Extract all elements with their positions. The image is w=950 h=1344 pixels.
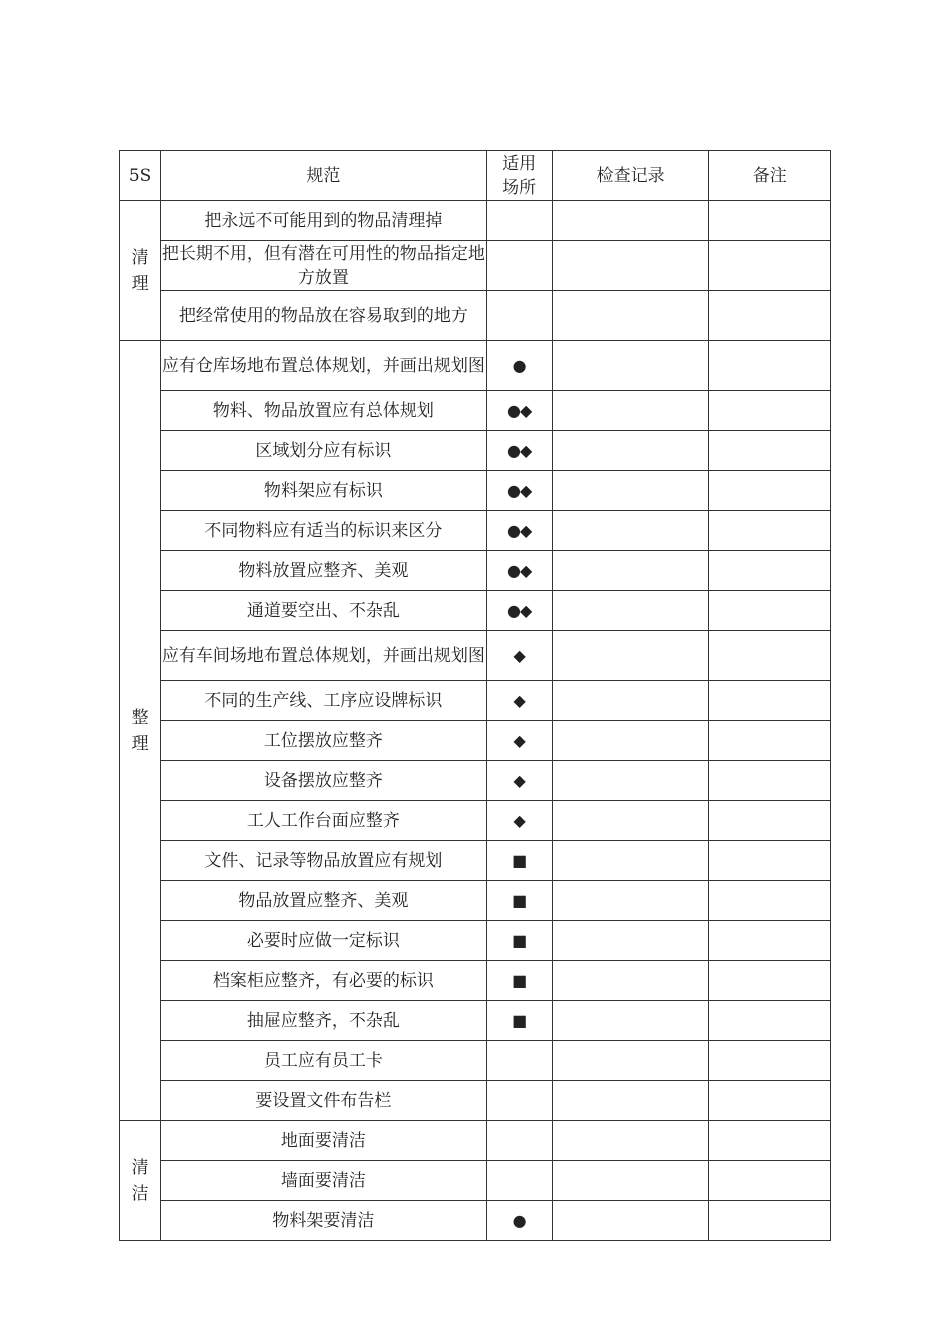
rule-cell: 把长期不用，但有潜在可用性的物品指定地方放置 <box>161 241 486 291</box>
table-row <box>120 1081 831 1121</box>
note-cell[interactable] <box>709 201 831 241</box>
record-cell[interactable] <box>552 1121 709 1161</box>
note-cell[interactable] <box>709 1161 831 1201</box>
rule-cell: 把经常使用的物品放在容易取到的地方 <box>161 291 486 341</box>
place-marker: ◆ <box>486 681 552 721</box>
note-cell[interactable] <box>709 721 831 761</box>
note-cell[interactable] <box>709 1201 831 1241</box>
place-marker: ● <box>486 1201 552 1241</box>
table-row <box>120 291 831 341</box>
table-row <box>120 841 831 881</box>
record-cell[interactable] <box>552 881 709 921</box>
place-marker <box>486 241 552 291</box>
table-row <box>120 471 831 511</box>
table-row <box>120 801 831 841</box>
place-marker: ■ <box>486 921 552 961</box>
table-row <box>120 551 831 591</box>
table-row <box>120 1001 831 1041</box>
rule-cell: 必要时应做一定标识 <box>161 921 486 961</box>
rule-cell: 物品放置应整齐、美观 <box>161 881 486 921</box>
place-marker <box>486 201 552 241</box>
table-row <box>120 341 831 391</box>
note-cell[interactable] <box>709 1081 831 1121</box>
record-cell[interactable] <box>552 1041 709 1081</box>
record-cell[interactable] <box>552 801 709 841</box>
place-marker: ◆ <box>486 761 552 801</box>
rule-cell: 把永远不可能用到的物品清理掉 <box>161 201 486 241</box>
place-marker: ●◆ <box>486 471 552 511</box>
rule-cell: 应有车间场地布置总体规划，并画出规划图 <box>161 631 486 681</box>
table-row <box>120 681 831 721</box>
place-marker <box>486 291 552 341</box>
table-row <box>120 241 831 291</box>
rule-cell: 通道要空出、不杂乱 <box>161 591 486 631</box>
rule-cell: 设备摆放应整齐 <box>161 761 486 801</box>
table-row <box>120 721 831 761</box>
record-cell[interactable] <box>552 631 709 681</box>
record-cell[interactable] <box>552 961 709 1001</box>
rule-cell: 墙面要清洁 <box>161 1161 486 1201</box>
note-cell[interactable] <box>709 341 831 391</box>
rule-cell: 物料架应有标识 <box>161 471 486 511</box>
record-cell[interactable] <box>552 201 709 241</box>
rule-cell: 工人工作台面应整齐 <box>161 801 486 841</box>
place-marker: ●◆ <box>486 591 552 631</box>
place-marker: ■ <box>486 961 552 1001</box>
place-marker: ●◆ <box>486 551 552 591</box>
table-row <box>120 631 831 681</box>
table-row <box>120 1041 831 1081</box>
rule-cell: 不同的生产线、工序应设牌标识 <box>161 681 486 721</box>
rule-cell: 区域划分应有标识 <box>161 431 486 471</box>
note-cell[interactable] <box>709 881 831 921</box>
place-marker: ◆ <box>486 631 552 681</box>
note-cell[interactable] <box>709 1121 831 1161</box>
rule-cell: 员工应有员工卡 <box>161 1041 486 1081</box>
record-cell[interactable] <box>552 761 709 801</box>
table-row <box>120 1201 831 1241</box>
5s-checklist-table <box>119 150 831 1241</box>
place-marker: ●◆ <box>486 511 552 551</box>
place-marker: ● <box>486 341 552 391</box>
header-place <box>486 151 552 201</box>
note-cell[interactable] <box>709 681 831 721</box>
table-row <box>120 761 831 801</box>
place-marker: ■ <box>486 841 552 881</box>
record-cell[interactable] <box>552 341 709 391</box>
note-cell[interactable] <box>709 511 831 551</box>
record-cell[interactable] <box>552 681 709 721</box>
note-cell[interactable] <box>709 291 831 341</box>
rule-cell: 档案柜应整齐，有必要的标识 <box>161 961 486 1001</box>
header-place-line2: 场所 <box>502 177 537 198</box>
note-cell[interactable] <box>709 761 831 801</box>
place-marker: ◆ <box>486 721 552 761</box>
place-marker <box>486 1121 552 1161</box>
place-marker: ●◆ <box>486 391 552 431</box>
table-row <box>120 511 831 551</box>
record-cell[interactable] <box>552 511 709 551</box>
note-cell[interactable] <box>709 391 831 431</box>
record-cell[interactable] <box>552 551 709 591</box>
note-cell[interactable] <box>709 841 831 881</box>
category-organize: 整 理 <box>120 341 161 1121</box>
header-record: 检查记录 <box>552 151 709 201</box>
table-row <box>120 431 831 471</box>
place-marker <box>486 1081 552 1121</box>
record-cell[interactable] <box>552 241 709 291</box>
rule-cell: 不同物料应有适当的标识来区分 <box>161 511 486 551</box>
category-clean: 清 洁 <box>120 1121 161 1241</box>
table-row <box>120 1161 831 1201</box>
place-marker <box>486 1161 552 1201</box>
rule-cell: 物料放置应整齐、美观 <box>161 551 486 591</box>
header-note: 备注 <box>709 151 831 201</box>
record-cell[interactable] <box>552 1001 709 1041</box>
note-cell[interactable] <box>709 1001 831 1041</box>
note-cell[interactable] <box>709 471 831 511</box>
header-rule: 规范 <box>161 151 486 201</box>
table-row <box>120 961 831 1001</box>
note-cell[interactable] <box>709 1041 831 1081</box>
table-row <box>120 921 831 961</box>
table-row <box>120 391 831 431</box>
note-cell[interactable] <box>709 961 831 1001</box>
note-cell[interactable] <box>709 431 831 471</box>
record-cell[interactable] <box>552 1081 709 1121</box>
record-cell[interactable] <box>552 471 709 511</box>
record-cell[interactable] <box>552 921 709 961</box>
note-cell[interactable] <box>709 631 831 681</box>
table-row <box>120 201 831 241</box>
note-cell[interactable] <box>709 801 831 841</box>
rule-cell: 工位摆放应整齐 <box>161 721 486 761</box>
place-marker: ●◆ <box>486 431 552 471</box>
place-marker: ■ <box>486 1001 552 1041</box>
header-5s: 5S <box>120 151 161 201</box>
record-cell[interactable] <box>552 841 709 881</box>
place-marker: ◆ <box>486 801 552 841</box>
table-row <box>120 1121 831 1161</box>
header-row <box>120 151 831 201</box>
record-cell[interactable] <box>552 1161 709 1201</box>
rule-cell: 要设置文件布告栏 <box>161 1081 486 1121</box>
place-marker: ■ <box>486 881 552 921</box>
note-cell[interactable] <box>709 551 831 591</box>
rule-cell: 物料、物品放置应有总体规划 <box>161 391 486 431</box>
record-cell[interactable] <box>552 1201 709 1241</box>
record-cell[interactable] <box>552 291 709 341</box>
rule-cell: 物料架要清洁 <box>161 1201 486 1241</box>
note-cell[interactable] <box>709 241 831 291</box>
rule-cell: 地面要清洁 <box>161 1121 486 1161</box>
record-cell[interactable] <box>552 391 709 431</box>
note-cell[interactable] <box>709 591 831 631</box>
header-place-line1: 适用 <box>502 153 537 174</box>
note-cell[interactable] <box>709 921 831 961</box>
rule-cell: 抽屉应整齐，不杂乱 <box>161 1001 486 1041</box>
rule-cell: 文件、记录等物品放置应有规划 <box>161 841 486 881</box>
rule-cell: 应有仓库场地布置总体规划，并画出规划图 <box>161 341 486 391</box>
record-cell[interactable] <box>552 721 709 761</box>
table-row <box>120 591 831 631</box>
record-cell[interactable] <box>552 431 709 471</box>
record-cell[interactable] <box>552 591 709 631</box>
category-cleanup: 清 理 <box>120 201 161 341</box>
place-marker <box>486 1041 552 1081</box>
table-row <box>120 881 831 921</box>
